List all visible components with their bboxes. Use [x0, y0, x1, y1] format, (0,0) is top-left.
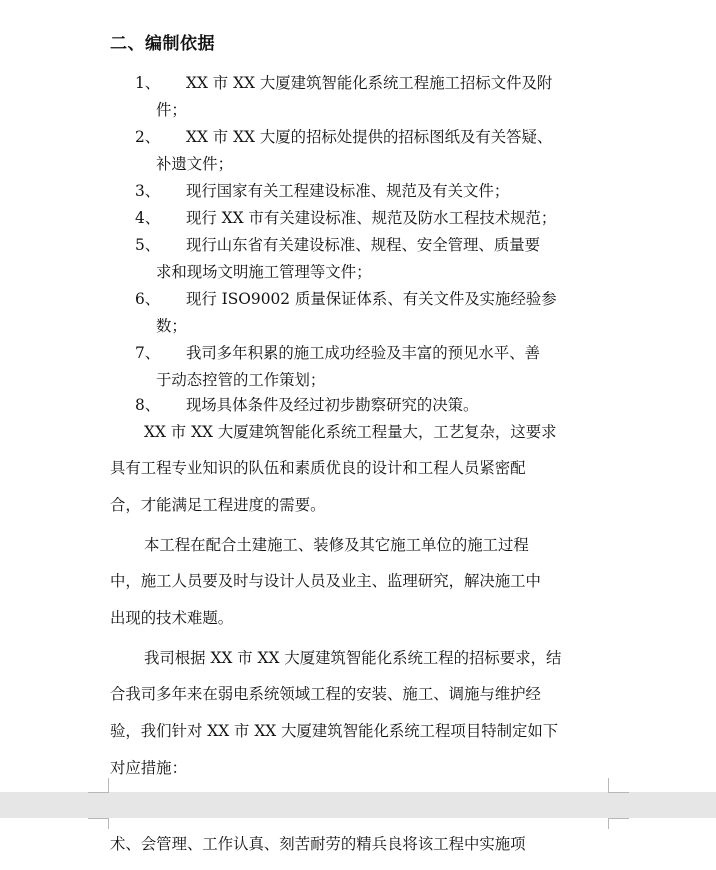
paragraph-line: 对应措施： — [110, 759, 187, 777]
list-item-number: 3、 — [135, 182, 161, 200]
list-item-number: 7、 — [135, 344, 161, 362]
list-item-text-cont: 数； — [156, 317, 187, 335]
paragraph-line: 合我司多年来在弱电系统领域工程的安装、施工、调施与维护经 — [110, 685, 541, 703]
paragraph-line: 验，我们针对 XX 市 XX 大厦建筑智能化系统工程项目特制定如下 — [110, 722, 559, 740]
list-item-number: 8、 — [135, 396, 161, 414]
list-item-number: 2、 — [135, 128, 161, 146]
paragraph-line: XX 市 XX 大厦建筑智能化系统工程量大，工艺复杂，这要求 — [144, 423, 557, 441]
list-item-number: 4、 — [135, 209, 161, 227]
list-item-number: 5、 — [135, 236, 161, 254]
page-gap — [0, 792, 716, 818]
list-item-text: XX 市 XX 大厦建筑智能化系统工程施工招标文件及附 — [186, 74, 553, 92]
margin-marker — [608, 778, 629, 793]
list-item-text: 现行国家有关工程建设标准、规范及有关文件； — [186, 182, 510, 200]
paragraph-line: 中，施工人员要及时与设计人员及业主、监理研究，解决施工中 — [110, 572, 541, 590]
paragraph-line: 本工程在配合土建施工、装修及其它施工单位的施工过程 — [144, 536, 529, 554]
list-item-text: XX 市 XX 大厦的招标处提供的招标图纸及有关答疑、 — [186, 128, 553, 146]
section-heading: 二、编制依据 — [110, 34, 215, 54]
list-item-number: 1、 — [135, 74, 161, 92]
page2-paragraph-line: 术、会管理、工作认真、刻苦耐劳的精兵良将该工程中实施项 — [110, 835, 526, 853]
paragraph-line: 出现的技术难题。 — [110, 609, 234, 627]
list-item-number: 6、 — [135, 290, 161, 308]
paragraph-line: 我司根据 XX 市 XX 大厦建筑智能化系统工程的招标要求，结 — [144, 649, 562, 667]
list-item-text: 现行 XX 市有关建设标准、规范及防水工程技术规范； — [186, 209, 557, 227]
list-item-text: 我司多年积累的施工成功经验及丰富的预见水平、善 — [186, 344, 540, 362]
margin-marker — [608, 818, 629, 829]
list-item-text-cont: 求和现场文明施工管理等文件； — [156, 263, 372, 281]
list-item-text-cont: 于动态控管的工作策划； — [156, 371, 326, 389]
margin-marker — [88, 778, 109, 793]
paragraph-line: 合，才能满足工程进度的需要。 — [110, 496, 326, 514]
paragraph-line: 具有工程专业知识的队伍和素质优良的设计和工程人员紧密配 — [110, 459, 526, 477]
list-item-text: 现行 ISO9002 质量保证体系、有关文件及实施经验参 — [186, 290, 557, 308]
list-item-text: 现行山东省有关建设标准、规程、安全管理、质量要 — [186, 236, 540, 254]
list-item-text: 现场具体条件及经过初步勘察研究的决策。 — [186, 396, 479, 414]
margin-marker — [88, 818, 109, 829]
list-item-text-cont: 件； — [156, 101, 187, 119]
list-item-text-cont: 补遗文件； — [156, 155, 233, 173]
